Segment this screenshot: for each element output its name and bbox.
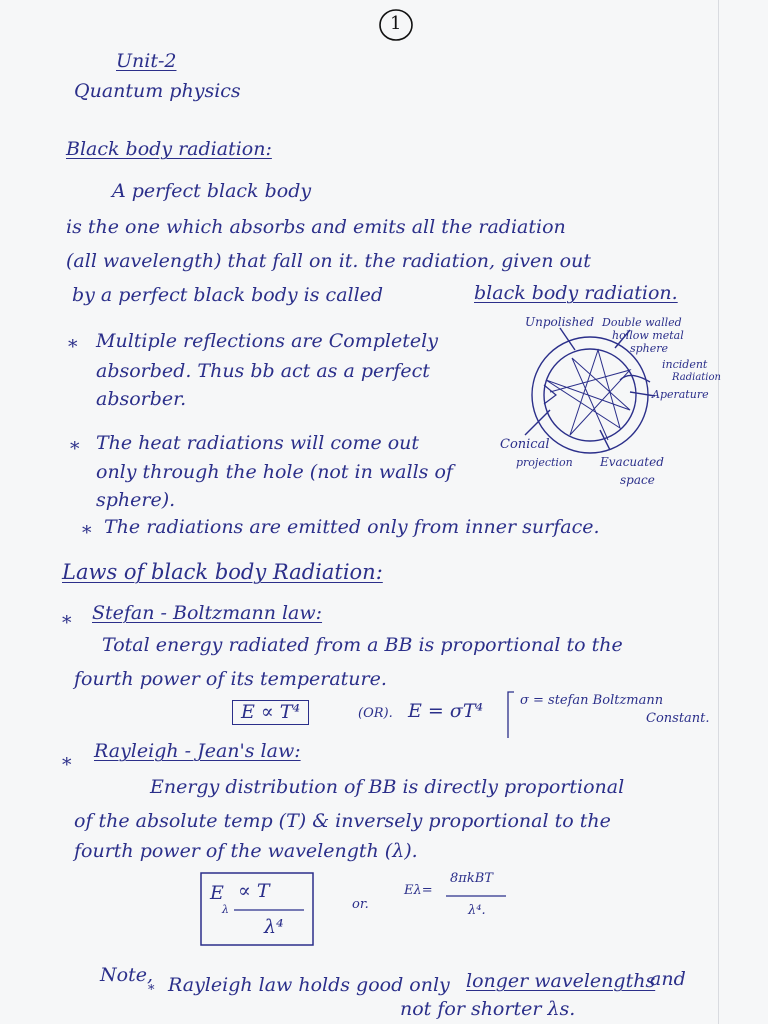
point-2-line-1: The heat radiations will come out xyxy=(96,432,420,454)
label-incident-1: incident xyxy=(662,358,708,371)
rayleigh-boxed-rel: ∝ T xyxy=(238,880,270,902)
rayleigh-eq-num: 8πkBT xyxy=(450,871,493,886)
label-conical-1: Conical xyxy=(500,437,550,452)
rayleigh-line-3: fourth power of the wavelength (λ). xyxy=(74,840,418,862)
stefan-line-2: fourth power of its temperature. xyxy=(74,668,387,690)
intro-line-3: (all wavelength) that fall on it. the radiation, given out xyxy=(66,250,591,272)
rayleigh-eq-fraction-bar xyxy=(446,894,508,898)
label-incident-2: Radiation xyxy=(672,372,721,383)
note-bullet: * xyxy=(148,983,155,998)
section-heading-laws: Laws of black body Radiation: xyxy=(62,560,383,584)
label-evacuated-1: Evacuated xyxy=(600,455,664,469)
stefan-formula-box: E ∝ T⁴ xyxy=(232,700,309,725)
unit-title: Unit-2 xyxy=(116,50,177,72)
rayleigh-line-1: Energy distribution of BB is directly proportional xyxy=(150,776,625,798)
sigma-note-line-2: Constant. xyxy=(646,711,710,726)
rayleigh-boxed-e: E xyxy=(210,882,224,904)
rayleigh-boxed-den: λ⁴ xyxy=(264,916,284,938)
note-label: Note, xyxy=(100,964,153,986)
intro-line-1: A perfect black body xyxy=(112,180,312,202)
radiation-path xyxy=(546,350,630,440)
stefan-title: Stefan - Boltzmann law: xyxy=(92,602,323,624)
stefan-line-1: Total energy radiated from a BB is proportional to the xyxy=(102,634,623,656)
point-1-bullet: * xyxy=(68,336,78,358)
conical-projection xyxy=(544,385,556,404)
rayleigh-title: Rayleigh - Jean's law: xyxy=(94,740,301,762)
label-unpolished: Unpolished xyxy=(525,315,595,329)
label-aperture: Aperature xyxy=(652,388,709,401)
page-number: 1 xyxy=(390,13,402,34)
label-sphere-2: hollow metal xyxy=(612,329,684,342)
label-conical-2: projection xyxy=(516,456,573,469)
sigma-bracket xyxy=(506,690,516,740)
rayleigh-boxed-sub: λ xyxy=(222,903,229,916)
rayleigh-bullet: * xyxy=(62,754,72,776)
point-3-line-1: The radiations are emitted only from inner surface. xyxy=(104,516,600,538)
stefan-formula-eq: E = σT⁴ xyxy=(408,700,484,722)
intro-line-2: is the one which absorbs and emits all the radiation xyxy=(66,216,566,238)
section-heading-black-body: Black body radiation: xyxy=(66,138,272,160)
sigma-note-line-1: σ = stefan Boltzmann xyxy=(520,693,664,708)
rayleigh-or: or. xyxy=(352,897,369,912)
conical-pointer xyxy=(525,410,550,435)
point-3-bullet: * xyxy=(82,522,92,544)
inner-sphere-wall xyxy=(544,349,636,441)
stefan-formula-or: (OR). xyxy=(358,706,393,721)
rayleigh-line-2: of the absolute temp (T) & inversely proportional to the xyxy=(74,810,611,832)
label-sphere-3: sphere xyxy=(630,342,669,355)
label-sphere-1: Double walled xyxy=(602,316,682,329)
subject-title: Quantum physics xyxy=(74,80,241,102)
intro-line-4-term: black body radiation. xyxy=(474,282,678,304)
black-body-diagram xyxy=(480,300,720,500)
point-1-line-1: Multiple reflections are Completely xyxy=(96,330,438,352)
point-1-line-3: absorber. xyxy=(96,388,187,410)
rayleigh-eq-den: λ⁴. xyxy=(468,903,486,918)
point-1-line-2: absorbed. Thus bb act as a perfect xyxy=(96,360,430,382)
note-line-2: not for shorter λs. xyxy=(400,998,576,1020)
note-text-prefix: Rayleigh law holds good only xyxy=(168,974,450,996)
label-evacuated-2: space xyxy=(620,473,655,487)
intro-line-4-prefix: by a perfect black body is called xyxy=(72,284,384,306)
stefan-bullet: * xyxy=(62,612,72,634)
point-2-line-3: sphere). xyxy=(96,489,176,511)
note-text-term: longer wavelengths xyxy=(466,970,656,992)
rayleigh-eq-lhs: Eλ= xyxy=(404,883,433,898)
point-2-line-2: only through the hole (not in walls of xyxy=(96,461,453,483)
point-2-bullet: * xyxy=(70,438,80,460)
margin-line xyxy=(718,0,719,1024)
note-text-suffix: and xyxy=(650,968,686,990)
